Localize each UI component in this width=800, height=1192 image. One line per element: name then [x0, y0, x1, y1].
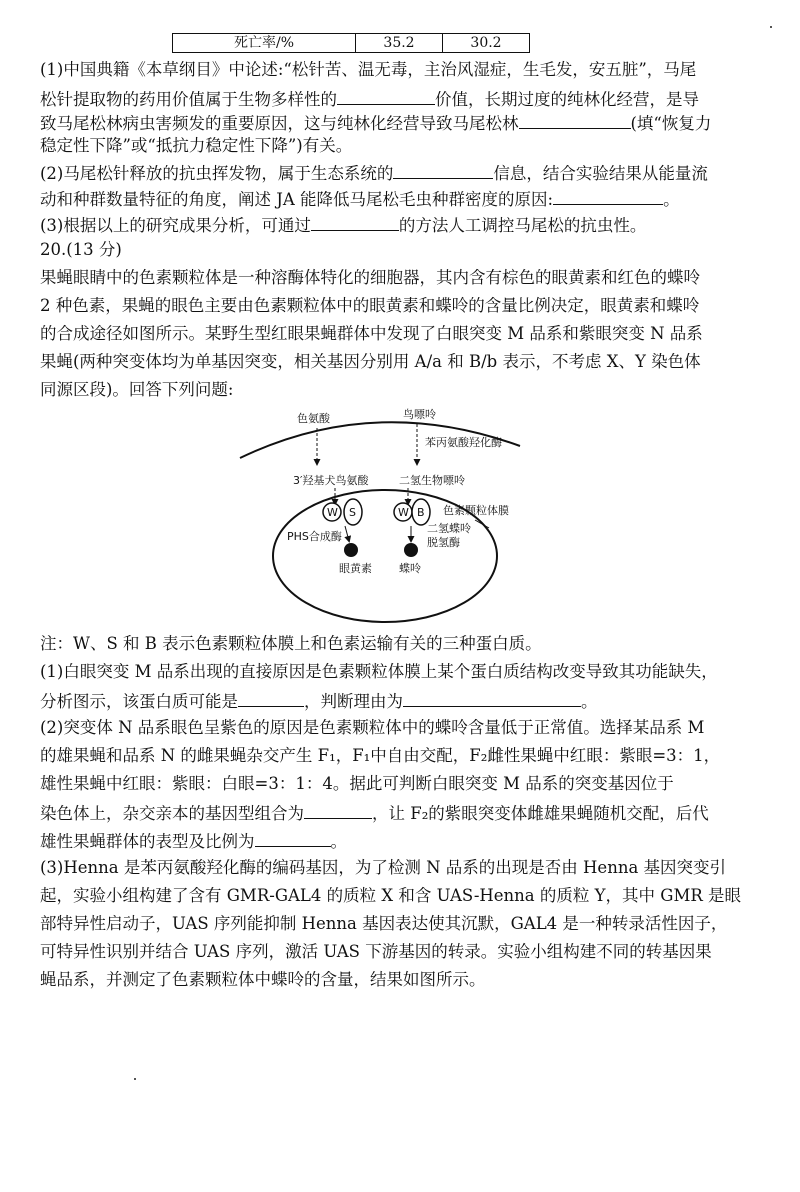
membrane-label: 色素颗粒体膜 — [443, 504, 509, 517]
q20-intro-line: 2 种色素，果蝇的眼色主要由色素颗粒体中的眼黄素和蝶呤的含量比例决定，眼黄素和蝶呤 — [40, 296, 700, 315]
q20-intro-line: 同源区段)。回答下列问题: — [40, 380, 234, 399]
table-cell: 30.2 — [443, 34, 530, 53]
pigment-pathway-diagram — [235, 398, 525, 628]
q20-q3-line: 起，实验小组构建了含有 GMR-GAL4 的质粒 X 和含 UAS-Henna 的质粒 Y，其中 GMR 是眼 — [40, 886, 742, 905]
pterin-label: 蝶呤 — [399, 562, 421, 575]
scan-speck — [134, 1078, 136, 1080]
q20-q2-line1: (2)突变体 N 品系眼色呈紫色的原因是色素颗粒体中的蝶呤含量低于正常值。选择某品系 M — [40, 718, 705, 737]
q20-q3-line: 部特异性启动子，UAS 序列能抑制 Henna 基因表达使其沉默，GAL4 是一种转录活性因子， — [40, 914, 728, 933]
scan-speck — [770, 26, 772, 28]
s1-q1-line2 — [40, 88, 770, 110]
s1-q1-line1: (1)中国典籍《本草纲目》中论述:“松针苦、温无毒，主治风湿症，生毛发，安五脏”，马尾 — [40, 60, 697, 79]
hydroxykynurenine-label: 3′羟基犬鸟氨酸 — [293, 474, 369, 487]
protein-b-label: B — [417, 506, 425, 519]
text-segment: 致马尾松林病虫害频发的重要原因，这与纯林化经营导致马尾松林 — [40, 114, 519, 133]
answer-blank[interactable] — [255, 830, 331, 847]
q20-q2-line2: 的雄果蝇和品系 N 的雌果蝇杂交产生 F₁，F₁中自由交配，F₂雌性果蝇中红眼：紫眼=3：1， — [40, 746, 721, 765]
dehydrogenase-label: 二氢蝶呤 — [427, 522, 471, 535]
text-segment: 的方法人工调控马尾松的抗虫性。 — [398, 216, 647, 235]
answer-blank[interactable] — [403, 690, 581, 707]
q20-header: 20.(13 分) — [40, 240, 122, 259]
arrow-icon — [345, 526, 349, 541]
text-segment: (填“恢复力 — [630, 114, 712, 133]
protein-s-label: S — [349, 506, 356, 519]
text-segment: 染色体上，杂交亲本的基因型组合为 — [40, 804, 304, 823]
text-segment: 动和种群数量特征的角度，阐述 JA 能降低马尾松毛虫种群密度的原因: — [40, 190, 554, 209]
text-segment: 。 — [330, 832, 347, 851]
pterin-dot — [404, 543, 418, 557]
q20-q1-line2 — [40, 690, 770, 712]
table-row — [173, 34, 530, 53]
answer-blank[interactable] — [238, 690, 304, 707]
answer-blank[interactable] — [393, 162, 493, 179]
q20-intro-line: 果蝇(两种突变体均为单基因突变，相关基因分别用 A/a 和 B/b 表示，不考虑 X、Y 染色体 — [40, 352, 701, 371]
q20-intro-line: 的合成途径如图所示。某野生型红眼果蝇群体中发现了白眼突变 M 品系和紫眼突变 N 品系 — [40, 324, 703, 343]
s1-q1-line4: 稳定性下降”或“抵抗力稳定性下降”)有关。 — [40, 136, 353, 155]
phs-enzyme-label: PHS合成酶 — [287, 530, 342, 543]
text-segment: 分析图示，该蛋白质可能是 — [40, 692, 238, 711]
text-segment: 雄性果蝇群体的表型及比例为 — [40, 832, 255, 851]
s1-q3-line1 — [40, 214, 770, 236]
dihydrobiopterin-label: 二氢生物嘌呤 — [399, 474, 465, 487]
guanine-label: 鸟嘌呤 — [403, 408, 436, 421]
table-cell: 35.2 — [356, 34, 443, 53]
q20-note: 注：W、S 和 B 表示色素颗粒体膜上和色素运输有关的三种蛋白质。 — [40, 634, 542, 653]
tryptophan-label: 色氨酸 — [297, 412, 330, 425]
q20-q2-line5 — [40, 830, 770, 852]
q20-q2-line3: 雄性果蝇中红眼：紫眼：白眼=3：1：4。据此可判断白眼突变 M 品系的突变基因位于 — [40, 774, 674, 793]
answer-blank[interactable] — [311, 214, 399, 231]
s1-q1-line3 — [40, 112, 770, 134]
table-row-label: 死亡率/% — [173, 34, 356, 53]
answer-blank[interactable] — [304, 802, 372, 819]
s1-q2-line2 — [40, 188, 770, 210]
text-segment: ，让 F₂的紫眼突变体雌雄果蝇随机交配，后代 — [372, 804, 709, 823]
q20-q3-line: 可特异性识别并结合 UAS 序列，激活 UAS 下游基因的转录。实验小组构建不同的转基因果 — [40, 942, 712, 961]
protein-w-label: W — [327, 506, 338, 519]
text-segment: (3)根据以上的研究成果分析，可通过 — [40, 216, 311, 235]
q20-q2-line4 — [40, 802, 770, 824]
text-segment: (2)马尾松针释放的抗虫挥发物，属于生态系统的 — [40, 164, 394, 183]
q20-q3-line: 蝇品系，并测定了色素颗粒体中蝶呤的含量，结果如图所示。 — [40, 970, 486, 989]
s1-q2-line1 — [40, 162, 770, 184]
xanthommatin-dot — [344, 543, 358, 557]
q20-intro-line: 果蝇眼睛中的色素颗粒体是一种溶酶体特化的细胞器，其内含有棕色的眼黄素和红色的蝶呤 — [40, 268, 700, 287]
q20-q3-line: (3)Henna 是苯丙氨酸羟化酶的编码基因，为了检测 N 品系的出现是否由 Henna 基因突变引 — [40, 858, 727, 877]
answer-blank[interactable] — [553, 188, 663, 205]
protein-w-label: W — [398, 506, 409, 519]
mortality-table — [172, 33, 530, 53]
answer-blank[interactable] — [519, 112, 631, 129]
text-segment: 。 — [581, 692, 598, 711]
text-segment: 信息，结合实验结果从能量流 — [493, 164, 708, 183]
enzyme-label: 苯丙氨酸羟化酶 — [425, 436, 502, 449]
text-segment: 松针提取物的药用价值属于生物多样性的 — [40, 90, 337, 109]
answer-blank[interactable] — [337, 88, 435, 105]
text-segment: 。 — [663, 190, 680, 209]
q20-q1-line1: (1)白眼突变 M 品系出现的直接原因是色素颗粒体膜上某个蛋白质结构改变导致其功能缺失， — [40, 662, 718, 681]
membrane-pointer — [475, 520, 489, 528]
text-segment: ，判断理由为 — [304, 692, 403, 711]
dehydrogenase-label: 脱氢酶 — [427, 536, 460, 549]
text-segment: 价值，长期过度的纯林化经营，是导 — [435, 90, 699, 109]
xanthommatin-label: 眼黄素 — [339, 562, 372, 575]
